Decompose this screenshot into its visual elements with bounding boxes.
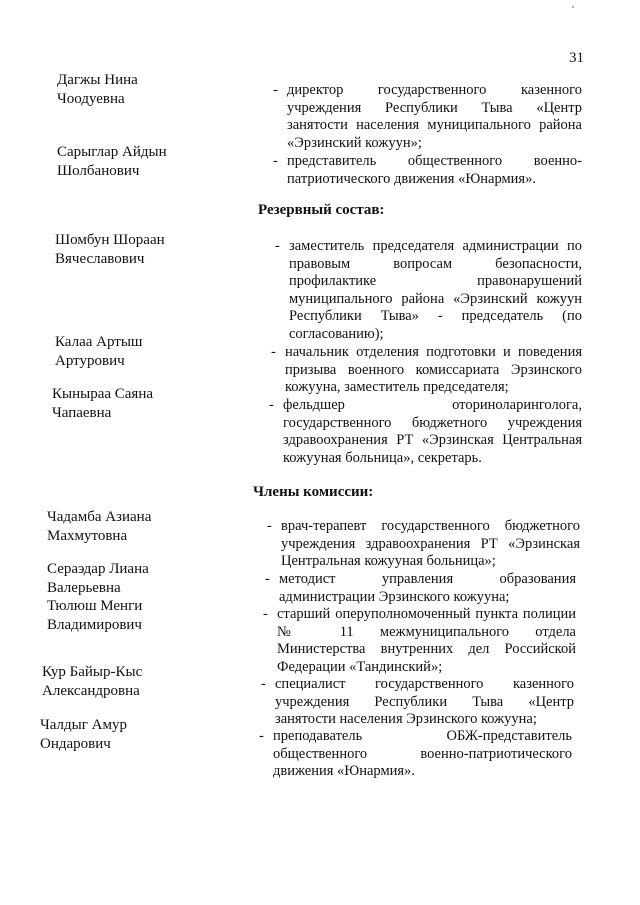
member-role: - директор государственного казенного учреждения Республики Тыва «Центр занятости населения муниципального района «Эрзинский кожуун»; <box>273 82 582 151</box>
member-role: - преподаватель ОБЖ-представитель общественного военно-патриотического движения «Юнармия». <box>259 728 572 779</box>
member-role: - начальник отделения подготовки и поведения призыва военного комиссариата Эрзинского кожууна, заместитель председателя; <box>271 344 582 395</box>
commission-heading: Члены комиссии: <box>253 484 374 500</box>
member-role: - представитель общественного военно-патриотического движения «Юнармия». <box>273 153 582 187</box>
member-name: Чалдыг Амур Ондарович <box>40 717 127 752</box>
member-name: Кур Байыр-Кыс Александровна <box>42 664 143 699</box>
member-name: Кыныраа Саяна Чапаевна <box>52 386 154 421</box>
member-role: - заместитель председателя администрации по правовым вопросам безопасности, профилактике правонарушений муниципального района «Эрзинский кожуун Республики Тыва» - председатель (по согласованию); <box>275 238 582 342</box>
member-name: Тюлюш Менги Владимирович <box>47 598 143 633</box>
member-name: Сарыглар Айдын Шолбанович <box>57 144 167 179</box>
member-name: Дагжы Нина Чоодуевна <box>57 72 138 107</box>
scan-speck <box>572 6 574 8</box>
member-role: - методист управления образования администрации Эрзинского кожууна; <box>265 571 576 605</box>
member-role: - фельдшер оториноларинголога, государственного бюджетного учреждения здравоохранения РТ «Эрзинская Центральная кожууная больница», секретарь. <box>269 397 582 466</box>
member-name: Чадамба Азиана Махмутовна <box>47 509 152 544</box>
reserve-heading: Резервный состав: <box>258 202 385 218</box>
member-role: - врач-терапевт государственного бюджетного учреждения здравоохранения РТ «Эрзинская Центральная кожууная больница»; <box>267 518 580 569</box>
member-role: - старший оперуполномоченный пункта полиции № 11 межмуниципального отдела Министерства внутренних дел Российской Федерации «Тандинский»; <box>263 606 576 675</box>
member-name: Калаа Артыш Артурович <box>55 334 143 369</box>
member-role: - специалист государственного казенного учреждения Республики Тыва «Центр занятости населения Эрзинского кожууна; <box>261 676 574 727</box>
member-name: Шомбун Шораан Вячеславович <box>55 232 165 267</box>
member-name: Сераэдар Лиана Валерьевна <box>47 561 149 596</box>
page-number: 31 <box>569 50 584 66</box>
